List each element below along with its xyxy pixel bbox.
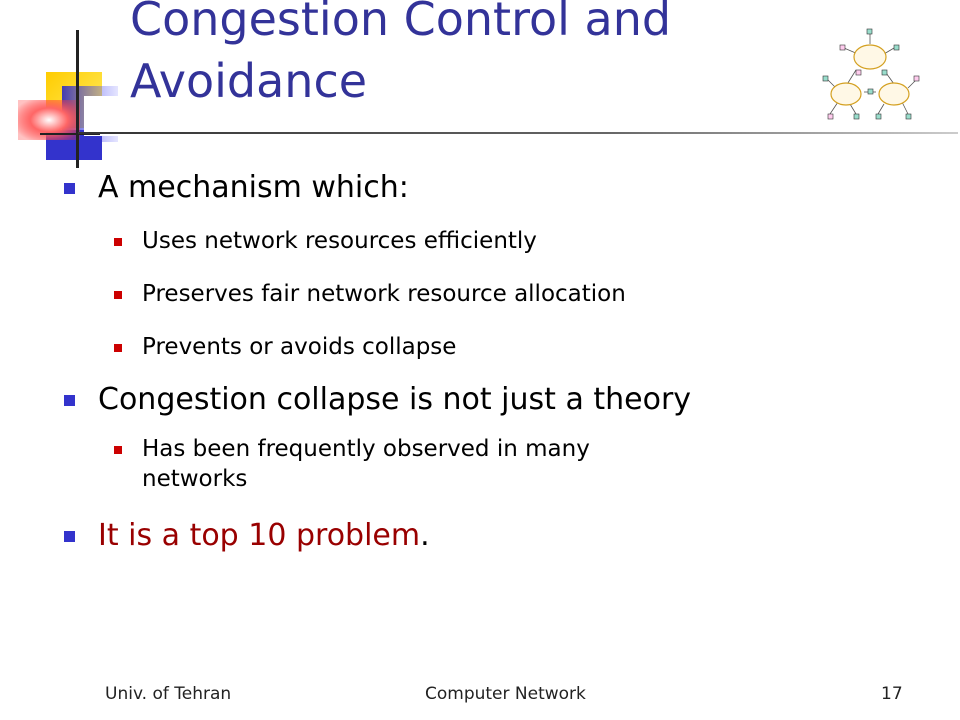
sub-bullet-text: Prevents or avoids collapse (142, 334, 457, 360)
bullet-mechanism (62, 168, 922, 208)
sub-bullet-text-line-1: Has been frequently observed in many (142, 436, 590, 462)
bullet-text: Congestion collapse is not just a theory (98, 382, 692, 417)
slide-title (130, 0, 830, 112)
sub-bullet-text: Uses network resources efficiently (142, 228, 537, 254)
slide-title-line-1: Congestion Control and (130, 0, 672, 46)
sub-bullet-square-icon (114, 344, 122, 352)
sub-bullet-fairness (62, 279, 922, 309)
sub-bullet-square-icon (114, 238, 122, 246)
sub-bullet-text: Preserves fair network resource allocation (142, 281, 626, 307)
sub-bullet-text-line-2: networks (142, 466, 248, 492)
bullet-top-problem (62, 516, 922, 556)
title-divider (78, 132, 958, 134)
bullet-square-icon (64, 183, 75, 194)
sub-bullet-collapse (62, 332, 922, 362)
footer-university: Univ. of Tehran (105, 684, 232, 704)
sub-bullet-efficiency (62, 226, 922, 256)
sub-bullet-square-icon (114, 446, 122, 454)
bullet-text-period: . (420, 518, 430, 553)
bullet-collapse-theory (62, 380, 922, 420)
slide-title-line-2: Avoidance (130, 54, 368, 108)
decorative-corner-squares-icon (0, 0, 140, 170)
bullet-text: A mechanism which: (98, 170, 409, 205)
network-clouds-icon (818, 26, 924, 124)
bullet-square-icon (64, 395, 75, 406)
slide-body (62, 168, 922, 556)
footer-course: Computer Network (425, 684, 586, 704)
bullet-square-icon (64, 531, 75, 542)
sub-bullet-observed (62, 434, 922, 494)
highlighted-text: It is a top 10 problem (98, 518, 421, 553)
footer-page-number: 17 (881, 684, 903, 704)
sub-bullet-square-icon (114, 291, 122, 299)
